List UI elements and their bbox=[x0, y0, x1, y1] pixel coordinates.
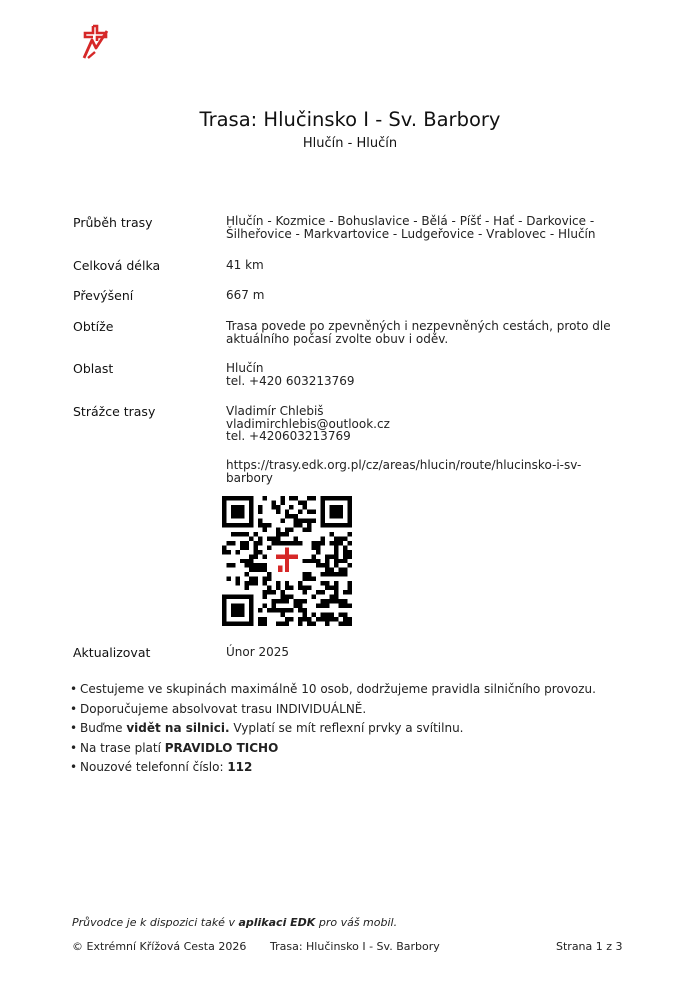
footer-route: Trasa: Hlučinsko I - Sv. Barbory bbox=[270, 940, 440, 953]
footer-page: Strana 1 z 3 bbox=[556, 940, 623, 953]
difficulty-line-1: Trasa povede po zpevněných i nezpevněných cestách, proto dle bbox=[226, 319, 611, 333]
qr-code-icon bbox=[222, 496, 352, 626]
elevation-value: 667 m bbox=[226, 288, 265, 302]
updated-value: Únor 2025 bbox=[226, 645, 290, 659]
page-subtitle: Hlučín - Hlučín bbox=[302, 136, 398, 151]
route-value bbox=[226, 215, 626, 240]
length-value: 41 km bbox=[226, 258, 264, 272]
area-label: Oblast bbox=[73, 361, 114, 376]
area-value bbox=[226, 362, 626, 387]
guardian-name: Vladimír Chlebiš bbox=[226, 404, 324, 418]
route-line-1: Hlučín - Kozmice - Bohuslavice - Bělá - Píšť - Hať - Darkovice - bbox=[226, 214, 595, 228]
route-link[interactable] bbox=[226, 459, 626, 484]
guardian-label: Strážce trasy bbox=[73, 404, 156, 419]
route-label: Průběh trasy bbox=[73, 215, 153, 230]
route-link-line-1: https://trasy.edk.org.pl/cz/areas/hlucin/route/hlucinsko-i-sv- bbox=[226, 458, 582, 472]
list-item: • Cestujeme ve skupinách maximálně 10 osob, dodržujeme pravidla silničního provozu. bbox=[70, 682, 596, 696]
difficulty-value bbox=[226, 320, 626, 345]
list-item: • Nouzové telefonní číslo: 112 bbox=[70, 760, 253, 774]
list-item: • Doporučujeme absolvovat trasu INDIVIDUÁLNĚ. bbox=[70, 701, 367, 716]
area-line-1: Hlučín bbox=[226, 361, 264, 375]
edk-logo-icon bbox=[80, 22, 112, 60]
guardian-phone: tel. +420603213769 bbox=[226, 429, 351, 443]
route-link-line-2: barbory bbox=[226, 470, 273, 485]
updated-label: Aktualizovat bbox=[73, 645, 151, 660]
app-note: Průvodce je k dispozici také v aplikaci EDK pro váš mobil. bbox=[72, 916, 398, 929]
route-line-2: Šilheřovice - Markvartovice - Ludgeřovice - Vrablovec - Hlučín bbox=[226, 226, 596, 241]
page-title: Trasa: Hlučinsko I - Sv. Barbory bbox=[199, 108, 501, 131]
guardian-value bbox=[226, 405, 626, 443]
area-phone: tel. +420 603213769 bbox=[226, 373, 355, 388]
rules-list bbox=[70, 680, 596, 778]
difficulty-label: Obtíže bbox=[73, 319, 114, 334]
elevation-label: Převýšení bbox=[73, 288, 134, 303]
list-item: • Buďme vidět na silnici. Vyplatí se mít reflexní prvky a svítilnu. bbox=[70, 721, 464, 735]
list-item: • Na trase platí PRAVIDLO TICHO bbox=[70, 740, 279, 755]
length-label: Celková délka bbox=[73, 258, 161, 273]
guardian-email: vladimirchlebis@outlook.cz bbox=[226, 416, 390, 431]
difficulty-line-2: aktuálního počasí zvolte obuv i oděv. bbox=[226, 331, 449, 346]
footer-copyright: © Extrémní Křížová Cesta 2026 bbox=[72, 940, 247, 953]
